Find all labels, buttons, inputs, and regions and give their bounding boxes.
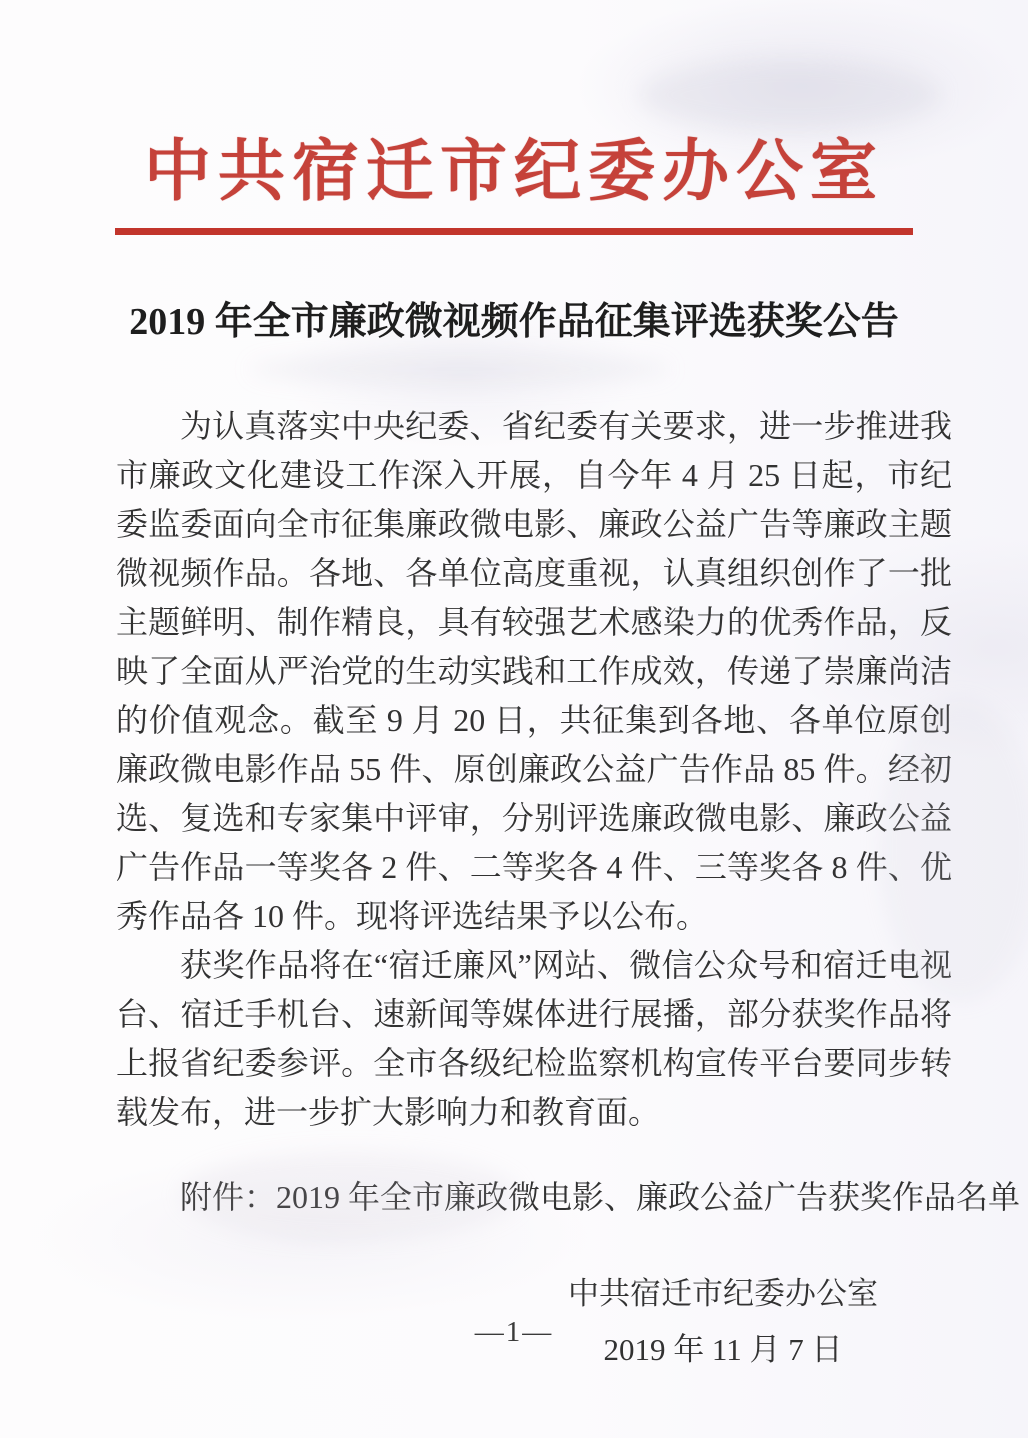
letterhead xyxy=(0,0,1028,235)
letterhead-divider-rule xyxy=(115,228,913,235)
signature-org: 中共宿迁市纪委办公室 xyxy=(568,1276,878,1311)
notice-paragraph-2: 获奖作品将在“宿迁廉风”网站、微信公众号和宿迁电视台、宿迁手机台、速新闻等媒体进行展播，部分获奖作品将上报省纪委参评。全市各级纪检监察机构宣传平台要同步转载发布，进一步扩大影响力和教育面。 xyxy=(116,947,952,1130)
attachment-line: 附件：2019 年全市廉政微电影、廉政公益广告获奖作品名单 xyxy=(180,1179,1021,1215)
notice-paragraph-1: 为认真落实中央纪委、省纪委有关要求，进一步推进我市廉政文化建设工作深入开展，自今年 4 月 25 日起，市纪委监委面向全市征集廉政微电影、廉政公益广告等廉政主题微视频作品。各地、各单位高度重视，认真组织创作了一批主题鲜明、制作精良，具有较强艺术感染力的优秀作品，反映了全面从严治党的生动实践和工作成效，传递了崇廉尚洁的价值观念。截至 9 月 20 日，共征集到各地、各单位原创廉政微电影作品 55 件、原创廉政公益广告作品 85 件。经初选、复选和专家集中评审，分别评选廉政微电影、廉政公益广告作品一等奖各 2 件、二等奖各 4 件、三等奖各 8 件、优秀作品各 10 件。现将评选结果予以公布。 xyxy=(116,408,952,934)
page-footer xyxy=(0,1316,1028,1349)
page-number: —1— xyxy=(474,1316,554,1348)
notice-title: 2019 年全市廉政微视频作品征集评选获奖公告 xyxy=(129,301,899,343)
notice-body xyxy=(0,297,1028,1378)
signature-date: 2019 年 11 月 7 日 xyxy=(603,1332,843,1367)
letterhead-org-name: 中共宿迁市纪委办公室 xyxy=(144,135,884,209)
